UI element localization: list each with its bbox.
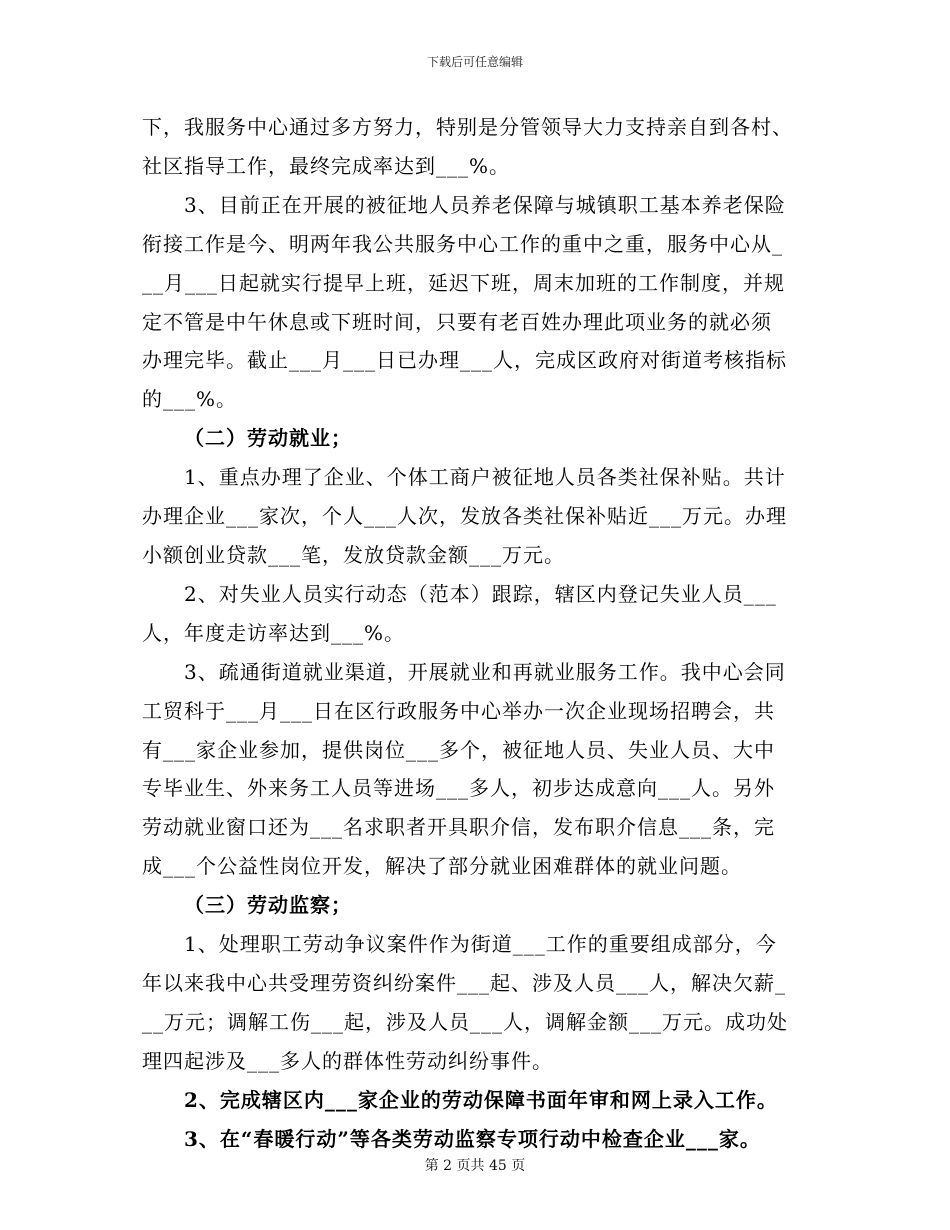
body-line: 2、对失业人员实行动态（范本）跟踪，辖区内登记失业人员___ <box>184 581 777 606</box>
page-header: 下载后可任意编辑 <box>426 55 523 69</box>
body-line: 办理完毕。截止___月___日已办理___人，完成区政府对街道考核指标 <box>142 348 787 373</box>
section-heading: （三）劳动监察； <box>184 893 352 918</box>
body-line: 3、疏通街道就业渠道，开展就业和再就业服务工作。我中心会同 <box>184 659 786 684</box>
body-line: 下，我服务中心通过多方努力，特别是分管领导大力支持亲自到各村、 <box>142 115 793 139</box>
section-heading: （二）劳动就业； <box>184 426 352 451</box>
body-line: 定不管是中午休息或下班时间，只要有老百姓办理此项业务的就必须 <box>142 309 772 334</box>
body-line: 社区指导工作，最终完成率达到___%。 <box>142 153 511 178</box>
body-line: 理四起涉及___多人的群体性劳动纠纷事件。 <box>142 1048 553 1073</box>
body-line: 的___%。 <box>142 387 238 412</box>
body-line: 劳动就业窗口还为___名求职者开具职介信，发布职介信息___条，完 <box>142 815 775 840</box>
body-line: 工贸科于___月___日在区行政服务中心举办一次企业现场招聘会，共 <box>142 698 775 723</box>
body-line: 成___个公益性岗位开发，解决了部分就业困难群体的就业问题。 <box>142 854 742 879</box>
document-body <box>142 108 810 1158</box>
body-line: __万元；调解工伤___起，涉及人员___人，调解金额___万元。成功处 <box>142 1009 788 1034</box>
body-line: 小额创业贷款___笔，发放贷款金额___万元。 <box>142 542 565 567</box>
body-line-bold: 2、完成辖区内___家企业的劳动保障书面年审和网上录入工作。 <box>184 1087 778 1112</box>
body-line: __月___日起就实行提早上班，延迟下班，周末加班的工作制度，并规 <box>142 270 785 295</box>
body-line: 3、目前正在开展的被征地人员养老保障与城镇职工基本养老保险 <box>184 192 786 217</box>
body-line: 人，年度走访率达到___%。 <box>142 620 406 645</box>
body-line: 专毕业生、外来务工人员等进场___多人，初步达成意向___人。另外 <box>142 776 775 801</box>
body-line: 年以来我中心共受理劳资纠纷案件___起、涉及人员___人，解决欠薪_ <box>142 970 786 995</box>
body-line: 办理企业___家次，个人___人次，发放各类社保补贴近___万元。办理 <box>142 504 787 529</box>
body-line-bold: 3、在“春暖行动”等各类劳动监察专项行动中检查企业___家。 <box>184 1126 761 1151</box>
page-footer: 第 2 页共 45 页 <box>424 1158 526 1174</box>
body-line: 有___家企业参加，提供岗位___多个，被征地人员、失业人员、大中 <box>142 737 775 762</box>
body-line: 衔接工作是今、明两年我公共服务中心工作的重中之重，服务中心从_ <box>142 231 783 256</box>
body-line: 1、重点办理了企业、个体工商户被征地人员各类社保补贴。共计 <box>184 465 786 490</box>
body-line: 1、处理职工劳动争议案件作为街道___工作的重要组成部分，今 <box>184 932 777 957</box>
